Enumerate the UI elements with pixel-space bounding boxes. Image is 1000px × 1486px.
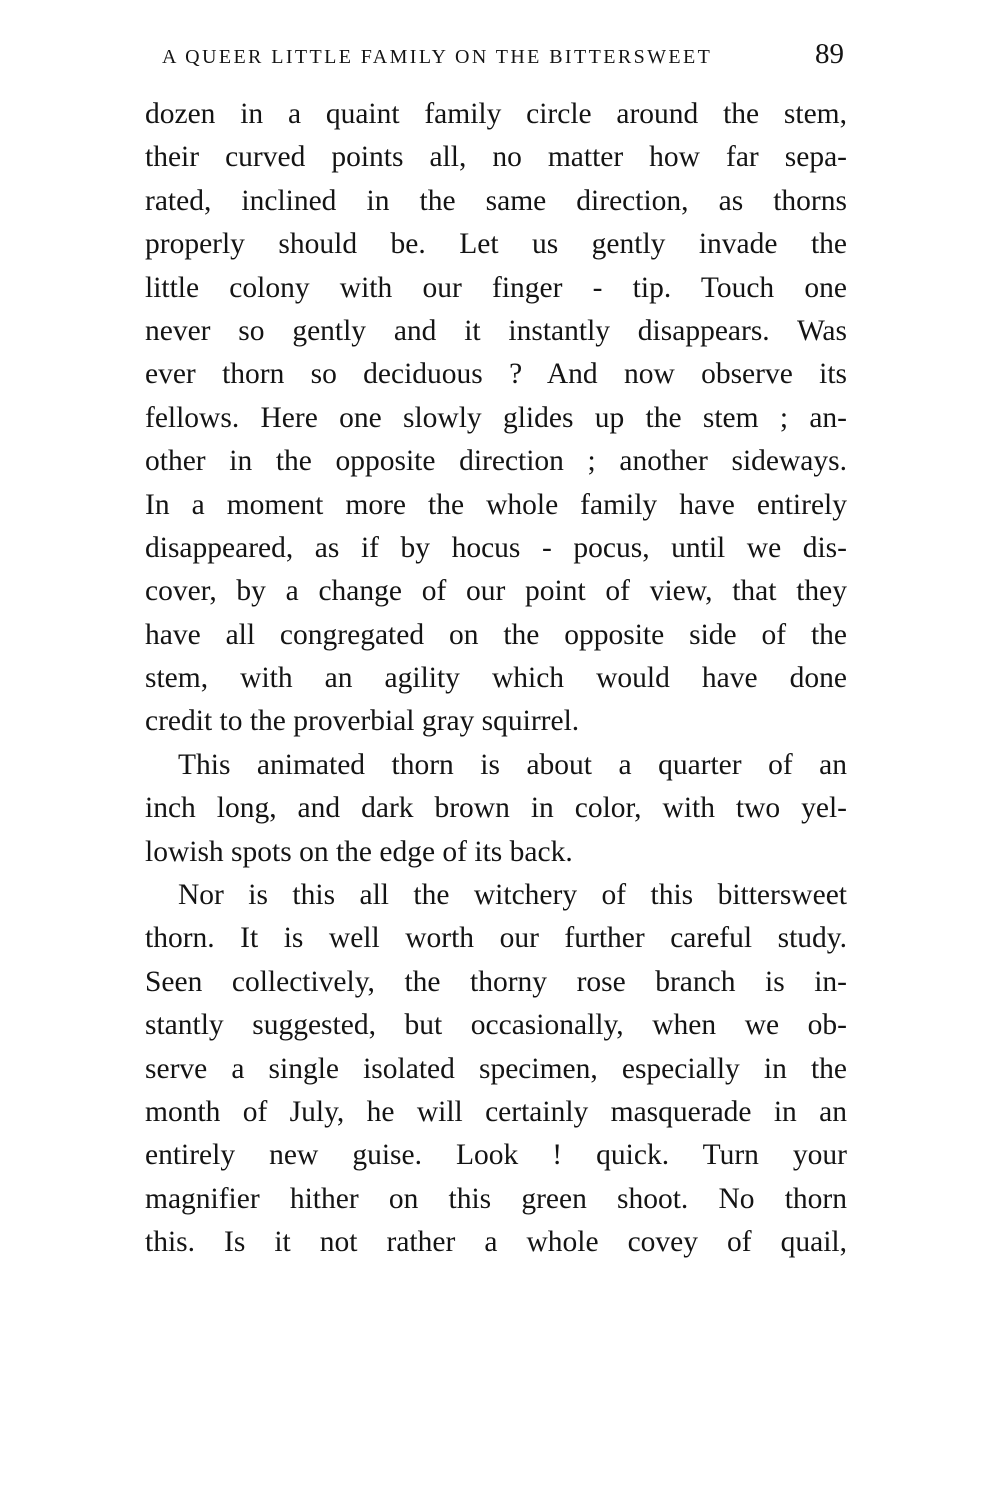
running-head	[0, 38, 1000, 78]
text-line: cover, by a change of our point of view, that they	[145, 575, 847, 608]
running-title: A QUEER LITTLE FAMILY ON THE BITTERSWEET	[162, 46, 713, 68]
paragraph-1	[145, 93, 847, 744]
page-number: 89	[815, 38, 844, 70]
paragraph-3	[145, 874, 847, 1265]
text-line: This animated thorn is about a quarter of an	[178, 748, 847, 781]
text-line: magnifier hither on this green shoot. No thorn	[145, 1182, 847, 1215]
text-line: Nor is this all the witchery of this bittersweet	[178, 879, 847, 912]
text-line: entirely new guise. Look ! quick. Turn your	[145, 1139, 847, 1172]
text-line: month of July, he will certainly masquerade in an	[145, 1095, 847, 1128]
text-line: stantly suggested, but occasionally, when we ob-	[145, 1009, 847, 1042]
text-line: serve a single isolated specimen, especially in the	[145, 1052, 847, 1085]
text-line: their curved points all, no matter how far sepa-	[145, 141, 847, 174]
text-line: other in the opposite direction ; another sideways.	[145, 445, 847, 478]
text-line: thorn. It is well worth our further careful study.	[145, 922, 847, 955]
text-line: Seen collectively, the thorny rose branch is in-	[145, 965, 847, 998]
text-line: stem, with an agility which would have done	[145, 662, 847, 695]
text-line: never so gently and it instantly disappears. Was	[145, 314, 847, 347]
text-line: dozen in a quaint family circle around the stem,	[145, 98, 847, 130]
text-line: In a moment more the whole family have entirely	[145, 488, 847, 521]
body-text	[145, 93, 847, 1265]
text-line: little colony with our finger - tip. Touch one	[145, 271, 847, 304]
text-line: credit to the proverbial gray squirrel.	[145, 705, 580, 738]
paragraph-2	[145, 744, 847, 874]
text-line: this. Is it not rather a whole covey of quail,	[145, 1226, 847, 1259]
text-line: properly should be. Let us gently invade the	[145, 228, 847, 261]
text-line: fellows. Here one slowly glides up the stem ; an-	[145, 401, 847, 434]
text-line: inch long, and dark brown in color, with two yel-	[145, 792, 847, 825]
text-line: rated, inclined in the same direction, as thorns	[145, 184, 847, 217]
text-line: ever thorn so deciduous ? And now observe its	[145, 358, 847, 391]
text-line: have all congregated on the opposite side of the	[145, 618, 847, 651]
text-line: disappeared, as if by hocus - pocus, until we dis-	[145, 531, 847, 564]
text-line: lowish spots on the edge of its back.	[145, 835, 573, 868]
